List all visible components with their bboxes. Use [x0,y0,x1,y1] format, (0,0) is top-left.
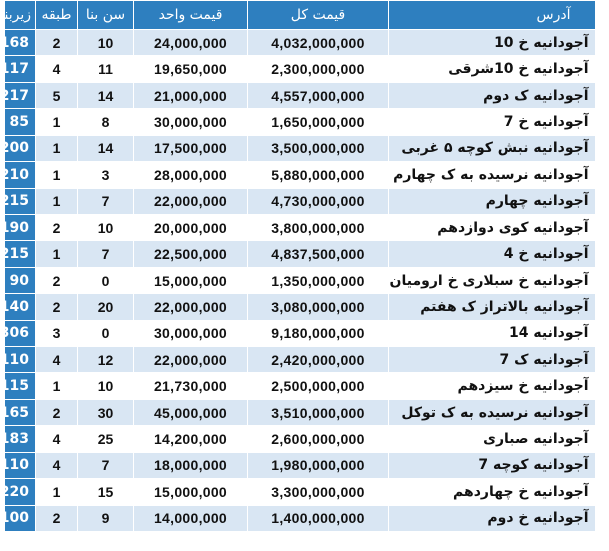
table-row [5,399,595,425]
header-area: زیربنا [5,1,36,30]
cell-total-price: 9,180,000,000 [248,320,389,346]
cell-unit-price: 14,200,000 [134,426,248,452]
cell-total-price: 2,300,000,000 [248,56,389,82]
cell-area: 100 [5,505,36,531]
cell-address: آجودانیه خ سبلاری خ ارومیان [389,267,595,293]
price-table [0,1,595,531]
cell-total-price: 1,650,000,000 [248,109,389,135]
table-row [5,373,595,399]
cell-building-age: 0 [78,320,134,346]
cell-total-price: 1,400,000,000 [248,505,389,531]
cell-total-price: 3,500,000,000 [248,135,389,161]
cell-area: 110 [5,347,36,373]
cell-unit-price: 22,000,000 [134,347,248,373]
cell-floor: 4 [36,426,78,452]
cell-address: آجودانیه خ 10 [389,30,595,56]
cell-unit-price: 15,000,000 [134,479,248,505]
cell-total-price: 2,500,000,000 [248,373,389,399]
cell-total-price: 4,557,000,000 [248,82,389,108]
cell-area: 110 [5,452,36,478]
cell-area: 115 [5,373,36,399]
cell-address: آجودانیه نرسیده به ک توکل [389,399,595,425]
table-row [5,135,595,161]
header-unit-price: قیمت واحد [134,1,248,30]
cell-floor: 2 [36,399,78,425]
cell-unit-price: 45,000,000 [134,399,248,425]
table-row [5,452,595,478]
cell-address: آجودانیه ک 7 [389,347,595,373]
table-row [5,214,595,240]
cell-building-age: 30 [78,399,134,425]
cell-area: 90 [5,267,36,293]
header-building-age: سن بنا [78,1,134,30]
table-row [5,426,595,452]
cell-floor: 1 [36,135,78,161]
cell-total-price: 5,880,000,000 [248,162,389,188]
cell-address: آجودانیه چهارم [389,188,595,214]
table-row [5,241,595,267]
cell-floor: 1 [36,188,78,214]
table-row [5,162,595,188]
cell-total-price: 3,300,000,000 [248,479,389,505]
cell-address: آجودانیه خ 10شرقی [389,56,595,82]
cell-floor: 2 [36,294,78,320]
cell-unit-price: 21,000,000 [134,82,248,108]
cell-floor: 2 [36,267,78,293]
table-row [5,30,595,56]
cell-address: آجودانیه خ 4 [389,241,595,267]
cell-unit-price: 18,000,000 [134,452,248,478]
cell-area: 140 [5,294,36,320]
header-address: آدرس [389,1,595,30]
cell-total-price: 2,600,000,000 [248,426,389,452]
cell-unit-price: 21,730,000 [134,373,248,399]
cell-area: 215 [5,188,36,214]
cell-building-age: 7 [78,452,134,478]
cell-unit-price: 17,500,000 [134,135,248,161]
cell-floor: 2 [36,30,78,56]
cell-unit-price: 15,000,000 [134,267,248,293]
cell-building-age: 14 [78,82,134,108]
cell-address: آجودانیه خ چهاردهم [389,479,595,505]
cell-building-age: 8 [78,109,134,135]
table-row [5,56,595,82]
cell-floor: 1 [36,373,78,399]
cell-unit-price: 24,000,000 [134,30,248,56]
cell-building-age: 15 [78,479,134,505]
cell-address: آجودانیه نرسیده به ک چهارم [389,162,595,188]
cell-address: آجودانیه ک دوم [389,82,595,108]
cell-floor: 5 [36,82,78,108]
table-row [5,320,595,346]
cell-total-price: 1,980,000,000 [248,452,389,478]
cell-building-age: 12 [78,347,134,373]
cell-address: آجودانیه 14 [389,320,595,346]
cell-floor: 1 [36,162,78,188]
cell-address: آجودانیه نبش کوچه ۵ غربی [389,135,595,161]
cell-total-price: 2,420,000,000 [248,347,389,373]
cell-floor: 2 [36,505,78,531]
cell-floor: 4 [36,452,78,478]
cell-building-age: 11 [78,56,134,82]
table-row [5,347,595,373]
cell-floor: 4 [36,56,78,82]
cell-floor: 1 [36,479,78,505]
price-table-sheet [0,1,594,531]
cell-area: 306 [5,320,36,346]
cell-unit-price: 30,000,000 [134,320,248,346]
table-row [5,267,595,293]
cell-building-age: 10 [78,30,134,56]
cell-building-age: 7 [78,188,134,214]
cell-area: 215 [5,241,36,267]
cell-area: 183 [5,426,36,452]
cell-unit-price: 14,000,000 [134,505,248,531]
table-row [5,188,595,214]
table-row [5,505,595,531]
cell-total-price: 4,032,000,000 [248,30,389,56]
cell-area: 210 [5,162,36,188]
cell-building-age: 7 [78,241,134,267]
cell-building-age: 14 [78,135,134,161]
header-total-price: قیمت کل [248,1,389,30]
cell-building-age: 10 [78,373,134,399]
cell-area: 117 [5,56,36,82]
cell-area: 168 [5,30,36,56]
cell-address: آجودانیه خ سیزدهم [389,373,595,399]
cell-unit-price: 28,000,000 [134,162,248,188]
cell-total-price: 1,350,000,000 [248,267,389,293]
cell-area: 220 [5,479,36,505]
cell-floor: 1 [36,241,78,267]
cell-area: 217 [5,82,36,108]
cell-area: 165 [5,399,36,425]
cell-area: 85 [5,109,36,135]
cell-floor: 4 [36,347,78,373]
cell-total-price: 4,837,500,000 [248,241,389,267]
table-row [5,82,595,108]
cell-unit-price: 20,000,000 [134,214,248,240]
table-row [5,294,595,320]
cell-total-price: 3,080,000,000 [248,294,389,320]
cell-area: 200 [5,135,36,161]
cell-building-age: 10 [78,214,134,240]
cell-building-age: 9 [78,505,134,531]
cell-address: آجودانیه خ دوم [389,505,595,531]
cell-address: آجودانیه صباری [389,426,595,452]
header-floor: طبقه [36,1,78,30]
cell-unit-price: 22,500,000 [134,241,248,267]
cell-address: آجودانیه کوی دوازدهم [389,214,595,240]
cell-unit-price: 22,000,000 [134,188,248,214]
cell-unit-price: 19,650,000 [134,56,248,82]
cell-floor: 1 [36,109,78,135]
cell-building-age: 0 [78,267,134,293]
cell-total-price: 3,510,000,000 [248,399,389,425]
cell-floor: 3 [36,320,78,346]
table-row [5,479,595,505]
cell-address: آجودانیه بالاتراز ک هفتم [389,294,595,320]
cell-area: 190 [5,214,36,240]
cell-building-age: 20 [78,294,134,320]
cell-total-price: 4,730,000,000 [248,188,389,214]
cell-address: آجودانیه کوچه 7 [389,452,595,478]
cell-building-age: 25 [78,426,134,452]
cell-address: آجودانیه خ 7 [389,109,595,135]
table-row [5,109,595,135]
cell-building-age: 3 [78,162,134,188]
cell-floor: 2 [36,214,78,240]
table-header-row [5,1,595,30]
cell-total-price: 3,800,000,000 [248,214,389,240]
cell-unit-price: 30,000,000 [134,109,248,135]
cell-unit-price: 22,000,000 [134,294,248,320]
